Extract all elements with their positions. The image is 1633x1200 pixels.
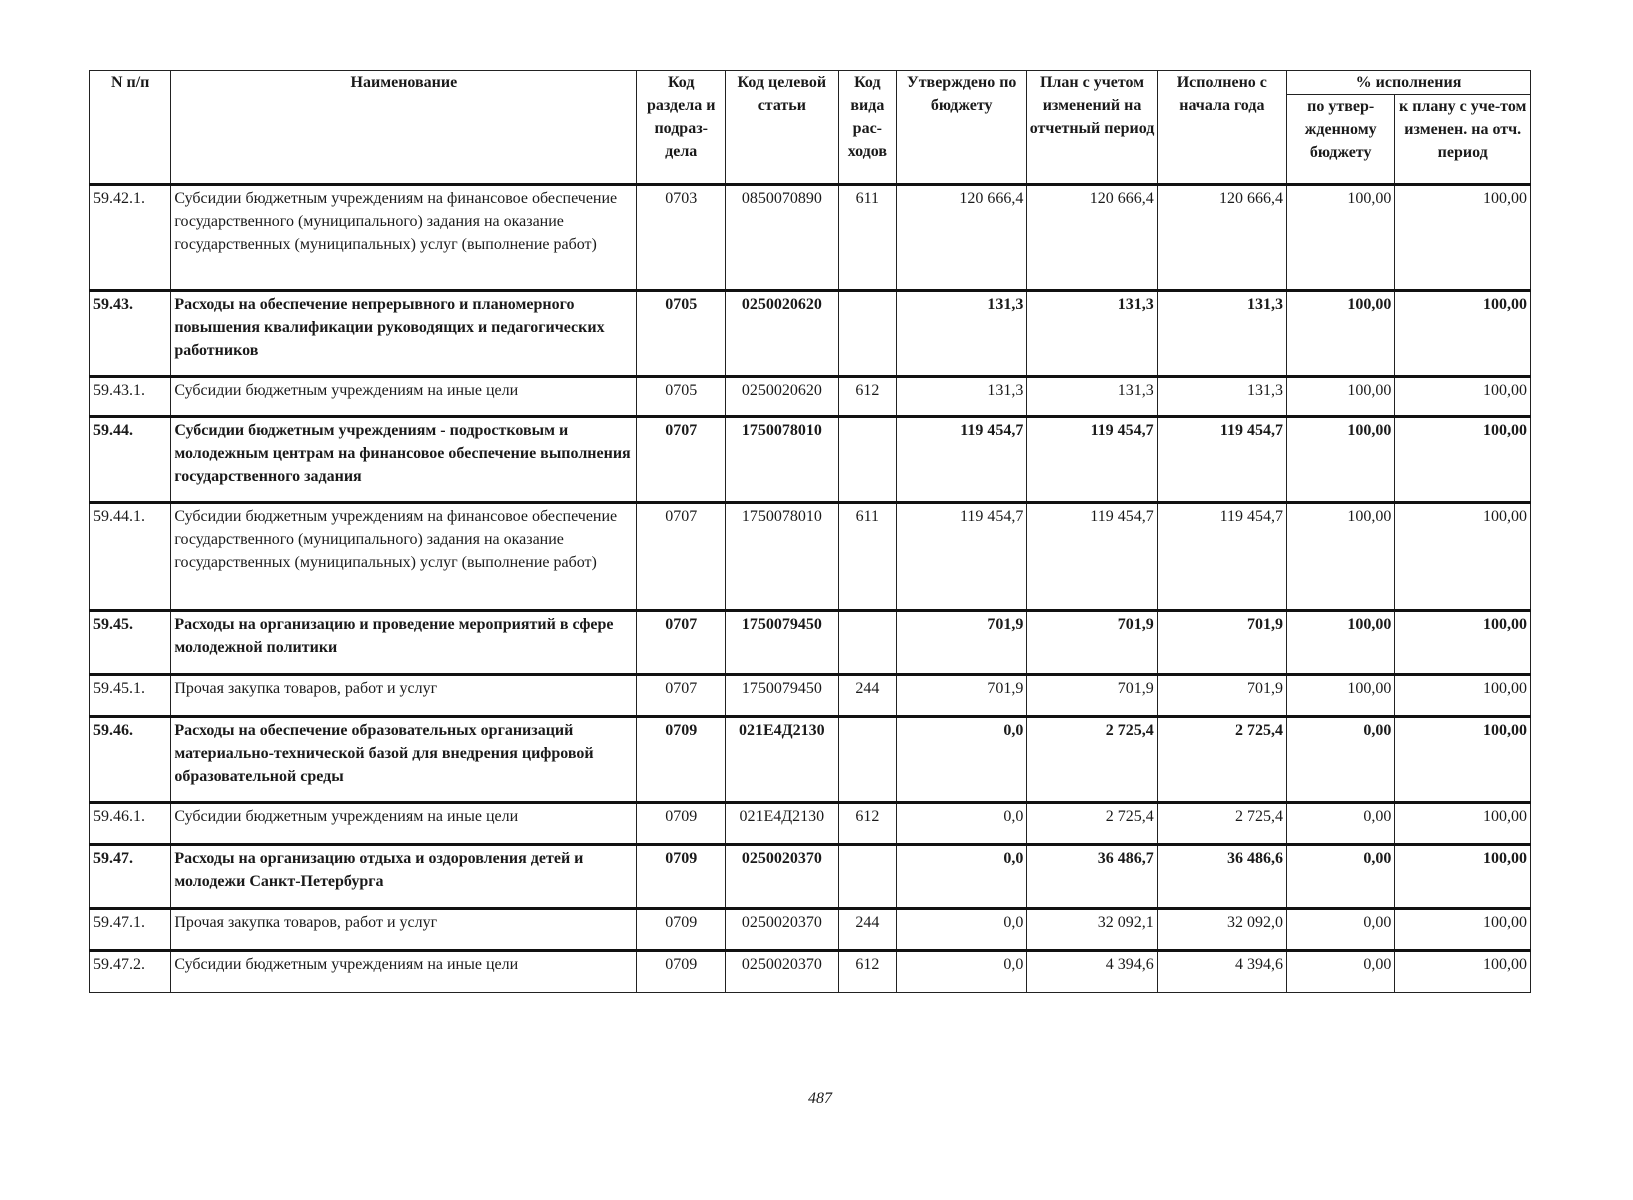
row-pct-budget: 100,00 [1286, 675, 1394, 717]
row-plan: 4 394,6 [1027, 951, 1157, 993]
row-section-code: 0707 [637, 611, 726, 675]
row-plan: 32 092,1 [1027, 909, 1157, 951]
row-pct-budget: 0,00 [1286, 909, 1394, 951]
row-pct-budget: 100,00 [1286, 377, 1394, 417]
row-approved: 131,3 [897, 291, 1027, 377]
table-row [90, 845, 1531, 909]
row-number: 59.47.2. [90, 951, 171, 993]
row-pct-plan: 100,00 [1395, 909, 1531, 951]
row-plan: 119 454,7 [1027, 417, 1157, 503]
row-pct-plan: 100,00 [1395, 417, 1531, 503]
row-approved: 119 454,7 [897, 417, 1027, 503]
row-number: 59.44.1. [90, 503, 171, 611]
row-pct-budget: 0,00 [1286, 803, 1394, 845]
row-expense-type [838, 417, 896, 503]
table-row [90, 909, 1531, 951]
row-section-code: 0705 [637, 291, 726, 377]
row-expense-type: 612 [838, 951, 896, 993]
row-name: Прочая закупка товаров, работ и услуг [171, 675, 637, 717]
table-row [90, 291, 1531, 377]
row-section-code: 0707 [637, 503, 726, 611]
row-target-code: 0250020370 [726, 845, 839, 909]
row-name: Расходы на организацию и проведение мероприятий в сфере молодежной политики [171, 611, 637, 675]
row-pct-budget: 100,00 [1286, 291, 1394, 377]
row-target-code: 0250020370 [726, 909, 839, 951]
row-name: Субсидии бюджетным учреждениям на финансовое обеспечение государственного (муниципального) задания на оказание государственных (муниципальных) услуг (выполнение работ) [171, 503, 637, 611]
row-pct-budget: 0,00 [1286, 717, 1394, 803]
row-executed: 2 725,4 [1157, 803, 1286, 845]
row-approved: 0,0 [897, 909, 1027, 951]
row-executed: 119 454,7 [1157, 503, 1286, 611]
table-row [90, 503, 1531, 611]
row-plan: 120 666,4 [1027, 185, 1157, 291]
header-plan: План с учетом изменений на отчетный период [1027, 71, 1157, 185]
row-pct-budget: 100,00 [1286, 417, 1394, 503]
header-expense-type-code: Код вида рас-ходов [838, 71, 896, 185]
row-section-code: 0707 [637, 417, 726, 503]
row-expense-type [838, 611, 896, 675]
row-pct-plan: 100,00 [1395, 803, 1531, 845]
row-target-code: 021Е4Д2130 [726, 803, 839, 845]
row-approved: 0,0 [897, 803, 1027, 845]
row-section-code: 0709 [637, 951, 726, 993]
row-number: 59.45. [90, 611, 171, 675]
row-approved: 119 454,7 [897, 503, 1027, 611]
table-row [90, 803, 1531, 845]
row-executed: 4 394,6 [1157, 951, 1286, 993]
header-approved: Утверждено по бюджету [897, 71, 1027, 185]
row-target-code: 021Е4Д2130 [726, 717, 839, 803]
header-executed: Исполнено с начала года [1157, 71, 1286, 185]
row-section-code: 0705 [637, 377, 726, 417]
row-plan: 36 486,7 [1027, 845, 1157, 909]
row-pct-plan: 100,00 [1395, 611, 1531, 675]
budget-execution-table [89, 70, 1531, 993]
row-expense-type: 244 [838, 675, 896, 717]
row-plan: 701,9 [1027, 611, 1157, 675]
row-section-code: 0709 [637, 909, 726, 951]
row-target-code: 1750079450 [726, 611, 839, 675]
row-plan: 131,3 [1027, 377, 1157, 417]
row-number: 59.47.1. [90, 909, 171, 951]
row-executed: 119 454,7 [1157, 417, 1286, 503]
row-section-code: 0709 [637, 845, 726, 909]
row-pct-budget: 0,00 [1286, 951, 1394, 993]
row-pct-budget: 100,00 [1286, 185, 1394, 291]
row-target-code: 0250020620 [726, 377, 839, 417]
header-pct-plan: к плану с уче-том изменен. на отч. период [1395, 95, 1531, 185]
row-approved: 701,9 [897, 675, 1027, 717]
row-executed: 701,9 [1157, 675, 1286, 717]
row-name: Субсидии бюджетным учреждениям - подростковым и молодежным центрам на финансовое обеспечение выполнения государственного задания [171, 417, 637, 503]
row-executed: 120 666,4 [1157, 185, 1286, 291]
table-body [90, 185, 1531, 993]
row-number: 59.47. [90, 845, 171, 909]
row-target-code: 1750078010 [726, 417, 839, 503]
row-target-code: 0250020620 [726, 291, 839, 377]
row-name: Расходы на обеспечение непрерывного и планомерного повышения квалификации руководящих и педагогических работников [171, 291, 637, 377]
row-approved: 0,0 [897, 717, 1027, 803]
row-executed: 32 092,0 [1157, 909, 1286, 951]
row-pct-plan: 100,00 [1395, 185, 1531, 291]
table-row [90, 417, 1531, 503]
row-expense-type: 244 [838, 909, 896, 951]
header-pct-group: % исполнения [1286, 71, 1530, 95]
row-plan: 2 725,4 [1027, 717, 1157, 803]
row-plan: 2 725,4 [1027, 803, 1157, 845]
row-expense-type [838, 717, 896, 803]
header-target-code: Код целевой статьи [726, 71, 839, 185]
row-name: Расходы на организацию отдыха и оздоровления детей и молодежи Санкт-Петербурга [171, 845, 637, 909]
row-number: 59.46. [90, 717, 171, 803]
row-executed: 36 486,6 [1157, 845, 1286, 909]
row-approved: 0,0 [897, 951, 1027, 993]
row-approved: 0,0 [897, 845, 1027, 909]
row-executed: 701,9 [1157, 611, 1286, 675]
table-row [90, 675, 1531, 717]
row-section-code: 0709 [637, 717, 726, 803]
row-expense-type: 612 [838, 803, 896, 845]
row-section-code: 0707 [637, 675, 726, 717]
page-number: 487 [808, 1090, 832, 1107]
row-pct-budget: 100,00 [1286, 611, 1394, 675]
row-expense-type: 611 [838, 503, 896, 611]
row-expense-type: 612 [838, 377, 896, 417]
table-row [90, 377, 1531, 417]
row-number: 59.43.1. [90, 377, 171, 417]
header-name: Наименование [171, 71, 637, 185]
row-number: 59.44. [90, 417, 171, 503]
row-plan: 119 454,7 [1027, 503, 1157, 611]
row-expense-type: 611 [838, 185, 896, 291]
row-number: 59.42.1. [90, 185, 171, 291]
row-expense-type [838, 845, 896, 909]
row-section-code: 0709 [637, 803, 726, 845]
row-executed: 131,3 [1157, 377, 1286, 417]
table-row [90, 951, 1531, 993]
header-section-code: Код раздела и подраз-дела [637, 71, 726, 185]
table-row [90, 185, 1531, 291]
row-executed: 2 725,4 [1157, 717, 1286, 803]
row-name: Субсидии бюджетным учреждениям на иные цели [171, 377, 637, 417]
header-num: N п/п [90, 71, 171, 185]
row-approved: 131,3 [897, 377, 1027, 417]
row-name: Субсидии бюджетным учреждениям на финансовое обеспечение государственного (муниципального) задания на оказание государственных (муниципальных) услуг (выполнение работ) [171, 185, 637, 291]
row-pct-plan: 100,00 [1395, 503, 1531, 611]
row-target-code: 1750079450 [726, 675, 839, 717]
row-pct-plan: 100,00 [1395, 717, 1531, 803]
row-pct-plan: 100,00 [1395, 951, 1531, 993]
row-executed: 131,3 [1157, 291, 1286, 377]
row-name: Прочая закупка товаров, работ и услуг [171, 909, 637, 951]
row-plan: 131,3 [1027, 291, 1157, 377]
row-pct-budget: 100,00 [1286, 503, 1394, 611]
row-target-code: 0850070890 [726, 185, 839, 291]
table-row [90, 717, 1531, 803]
row-number: 59.43. [90, 291, 171, 377]
row-plan: 701,9 [1027, 675, 1157, 717]
row-approved: 120 666,4 [897, 185, 1027, 291]
row-pct-plan: 100,00 [1395, 377, 1531, 417]
row-name: Расходы на обеспечение образовательных организаций материально-технической базой для внедрения цифровой образовательной среды [171, 717, 637, 803]
table-row [90, 611, 1531, 675]
row-target-code: 1750078010 [726, 503, 839, 611]
row-pct-plan: 100,00 [1395, 845, 1531, 909]
row-name: Субсидии бюджетным учреждениям на иные цели [171, 803, 637, 845]
row-pct-budget: 0,00 [1286, 845, 1394, 909]
row-pct-plan: 100,00 [1395, 291, 1531, 377]
row-name: Субсидии бюджетным учреждениям на иные цели [171, 951, 637, 993]
row-pct-plan: 100,00 [1395, 675, 1531, 717]
row-number: 59.45.1. [90, 675, 171, 717]
row-approved: 701,9 [897, 611, 1027, 675]
row-section-code: 0703 [637, 185, 726, 291]
row-expense-type [838, 291, 896, 377]
header-pct-budget: по утвер-жденному бюджету [1286, 95, 1394, 185]
row-target-code: 0250020370 [726, 951, 839, 993]
row-number: 59.46.1. [90, 803, 171, 845]
